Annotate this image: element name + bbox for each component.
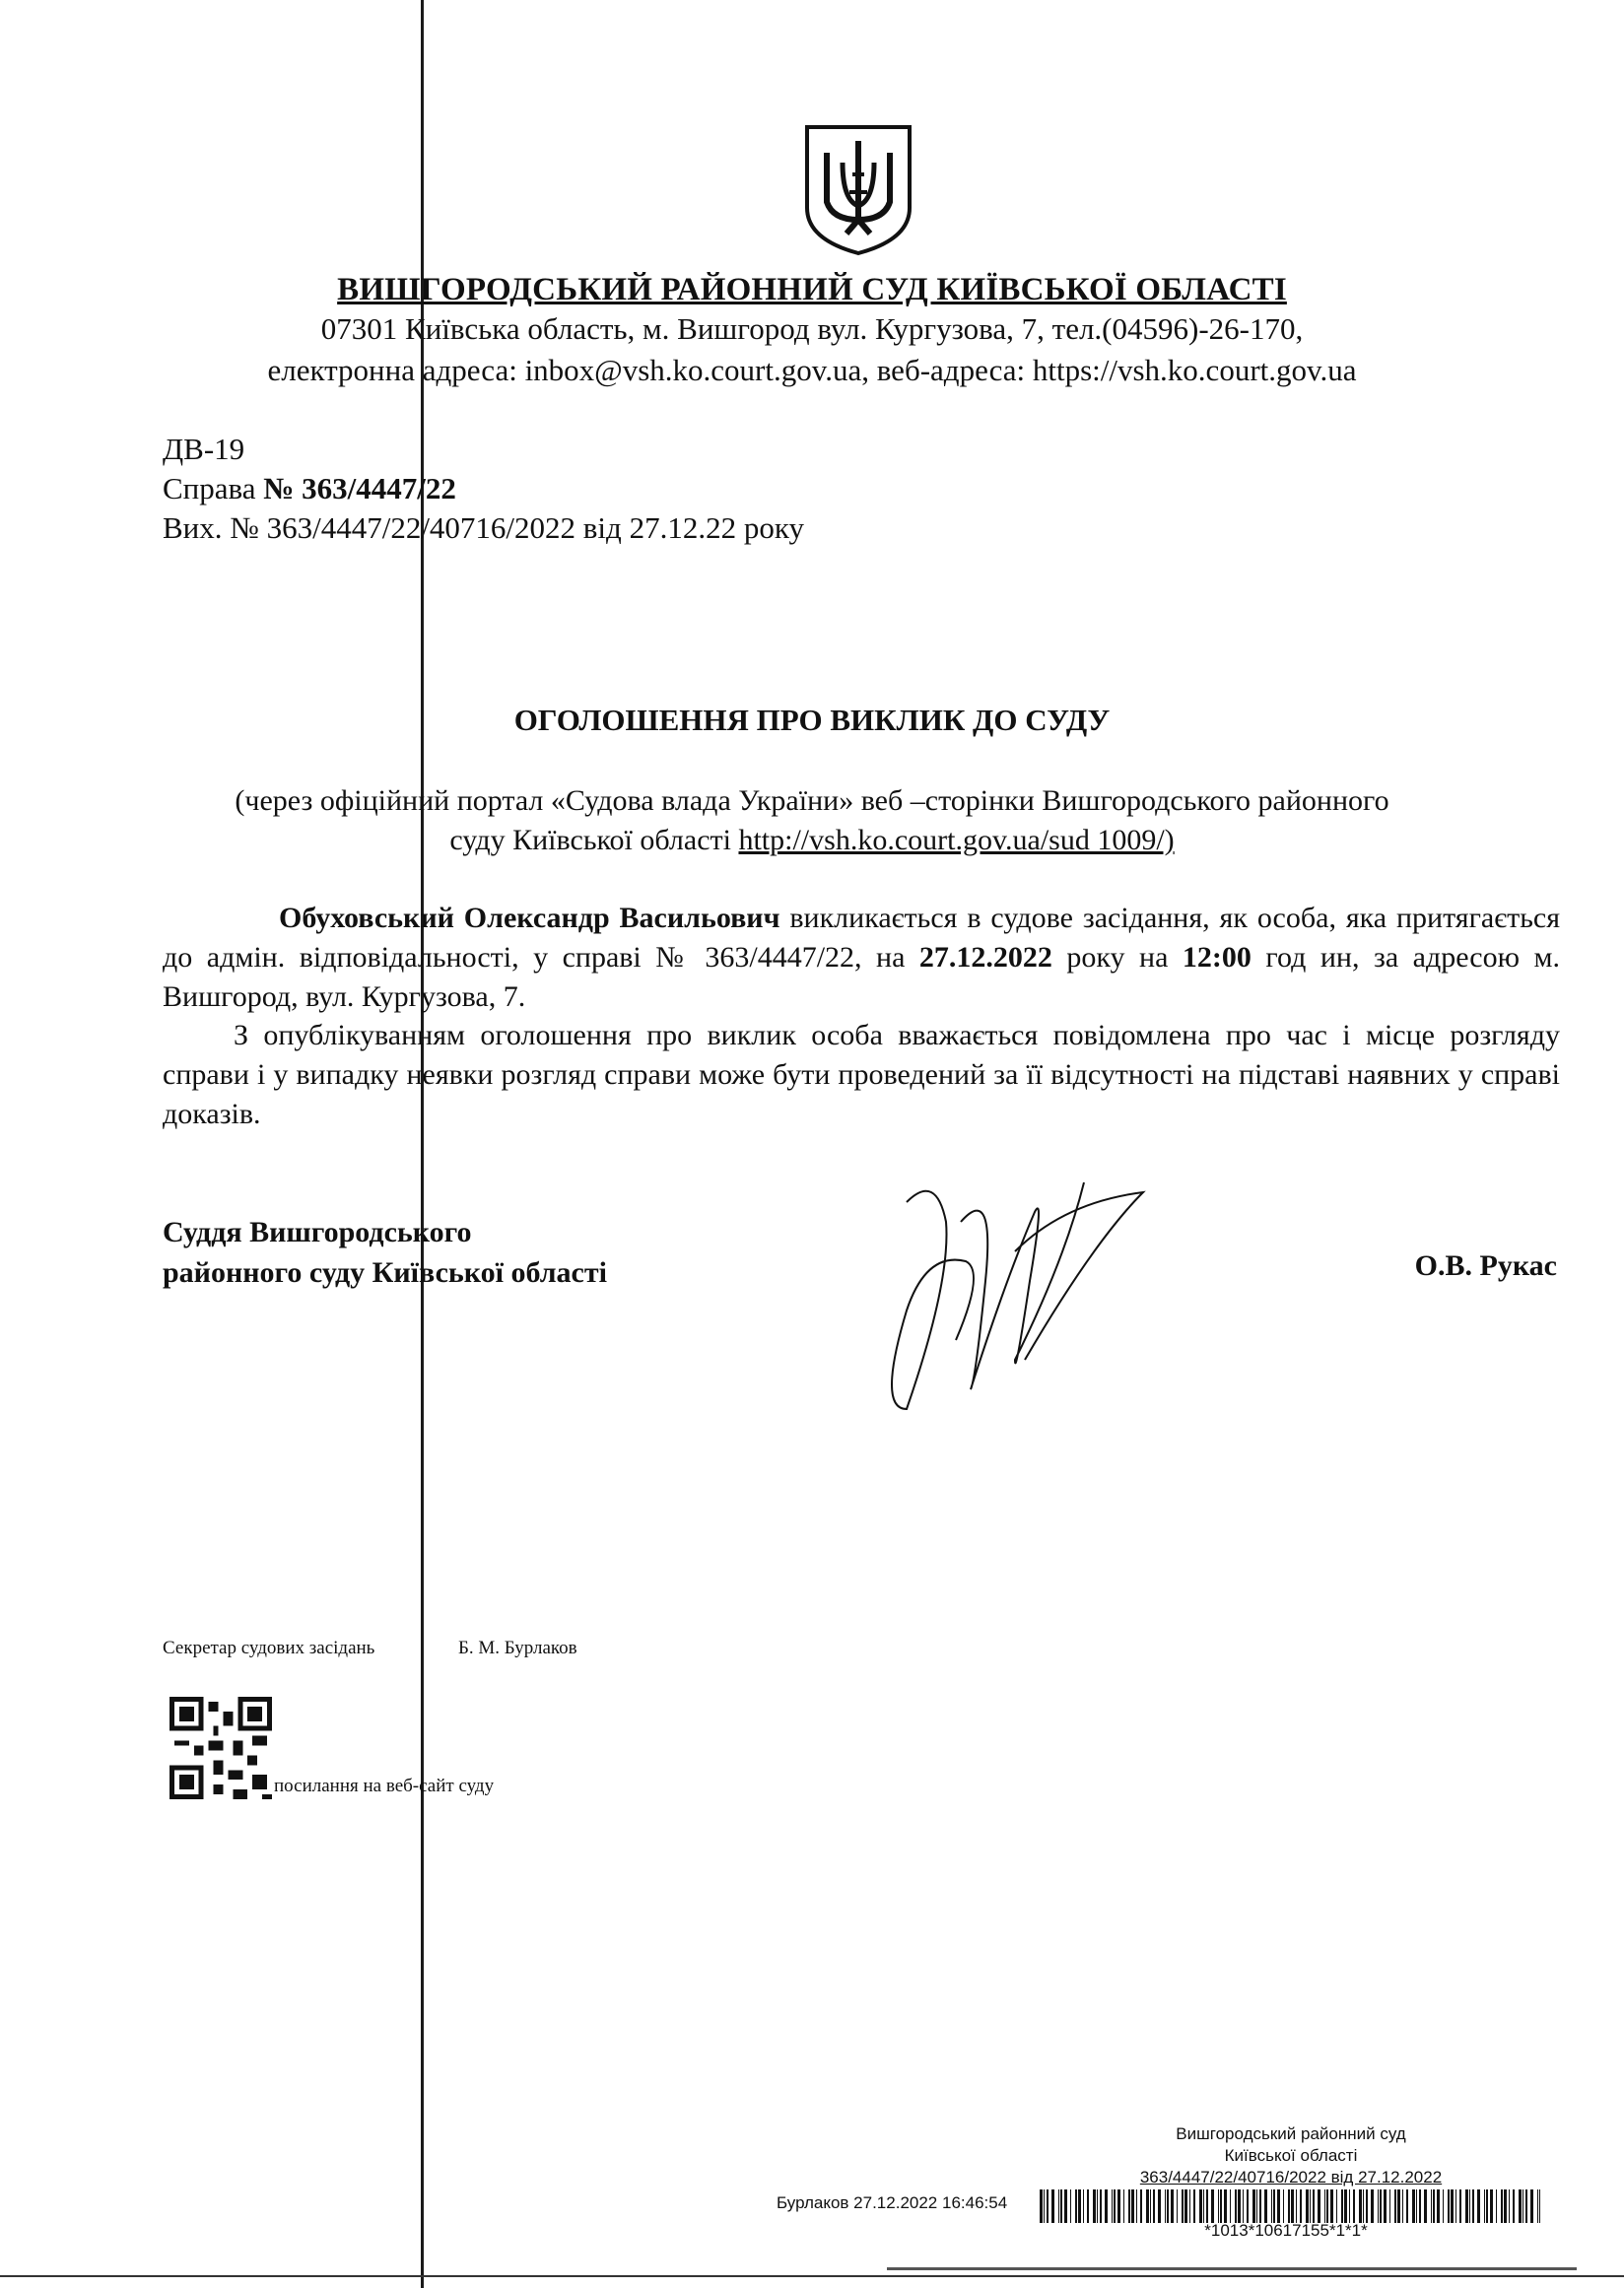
barcode-bar xyxy=(1394,2189,1396,2223)
barcode-bar xyxy=(1288,2189,1290,2223)
barcode-bar xyxy=(1459,2189,1461,2223)
barcode-bar xyxy=(1277,2189,1280,2223)
notice-subtitle-2 xyxy=(0,824,1624,857)
barcode-bar xyxy=(1519,2189,1522,2223)
secretary-label: Секретар судових засідань xyxy=(163,1638,375,1658)
barcode-bar xyxy=(1070,2189,1071,2223)
barcode-bar xyxy=(1051,2189,1054,2223)
barcode-bar xyxy=(1078,2189,1081,2223)
barcode-bar xyxy=(1040,2189,1043,2223)
barcode-bar xyxy=(1363,2189,1364,2223)
barcode-bar xyxy=(1058,2189,1059,2223)
handwritten-signature xyxy=(867,1163,1163,1429)
barcode-bar xyxy=(1093,2189,1096,2223)
barcode-bar xyxy=(1406,2189,1408,2223)
secretary-name: Б. М. Бурлаков xyxy=(458,1638,577,1658)
barcode-bar xyxy=(1158,2189,1161,2223)
subtitle-prefix: суду Київської області xyxy=(449,824,739,856)
barcode-bar xyxy=(1486,2189,1488,2223)
barcode-bar xyxy=(1509,2189,1510,2223)
barcode-bar xyxy=(1044,2189,1045,2223)
barcode-bar xyxy=(1206,2189,1208,2223)
notice-title: ОГОЛОШЕННЯ ПРО ВИКЛИК ДО СУДУ xyxy=(513,703,1111,737)
summons-text-b: року на xyxy=(1051,941,1183,974)
court-page-link[interactable]: http://vsh.ko.court.gov.ua/sud 1009/) xyxy=(738,824,1175,856)
barcode-bar xyxy=(1291,2189,1294,2223)
case-label: Справа xyxy=(163,471,256,505)
barcode-bar xyxy=(1389,2189,1390,2223)
barcode-bar xyxy=(1306,2189,1309,2223)
barcode-bar xyxy=(1075,2189,1077,2223)
barcode-bar xyxy=(1123,2189,1124,2223)
barcode-bar xyxy=(1047,2189,1049,2223)
barcode-bar xyxy=(1349,2189,1350,2223)
barcode-bar xyxy=(1247,2189,1249,2223)
stamp-court: Вишгородський районний суд xyxy=(1176,2124,1406,2143)
barcode-bar xyxy=(1326,2189,1328,2223)
barcode-bar xyxy=(1264,2189,1267,2223)
barcode-bar xyxy=(1443,2189,1444,2223)
stamp-reg-number: 363/4447/22/40716/2022 від 27.12.2022 xyxy=(1139,2168,1443,2187)
barcode-bar xyxy=(1472,2189,1474,2223)
barcode-bar xyxy=(1230,2189,1231,2223)
barcode-bar xyxy=(1525,2189,1527,2223)
qr-caption: посилання на веб-сайт суду xyxy=(274,1776,495,1796)
barcode-bar xyxy=(1177,2189,1178,2223)
barcode-bar xyxy=(1271,2189,1272,2223)
barcode-bar xyxy=(1433,2189,1435,2223)
barcode-bar xyxy=(1431,2189,1432,2223)
barcode-bar xyxy=(1353,2189,1355,2223)
hearing-time: 12:00 xyxy=(1182,941,1252,974)
barcode-bar xyxy=(1490,2189,1493,2223)
barcode-bar xyxy=(1300,2189,1302,2223)
barcode-bar xyxy=(1330,2189,1333,2223)
barcode-bar xyxy=(1496,2189,1497,2223)
barcode-bar xyxy=(1256,2189,1257,2223)
registration-stamp xyxy=(1104,2123,1478,2188)
barcode-bar xyxy=(1296,2189,1297,2223)
barcode-bar xyxy=(1083,2189,1084,2223)
barcode-bar xyxy=(1465,2189,1468,2223)
barcode-bar xyxy=(1252,2189,1255,2223)
barcode-bar xyxy=(1366,2189,1368,2223)
barcode-bar xyxy=(1259,2189,1261,2223)
barcode-bar xyxy=(1451,2189,1454,2223)
barcode-bar xyxy=(1193,2189,1195,2223)
barcode-bar xyxy=(1477,2189,1480,2223)
summons-text-a: викликається в судове засідання, як особа, яка притягається до адмін. відповідальності, у справі № 363/4447/22, на xyxy=(163,902,1560,974)
judge-title-2: районного суду Київської області xyxy=(163,1256,607,1289)
barcode-bar xyxy=(1397,2189,1400,2223)
barcode-bar xyxy=(1097,2189,1098,2223)
barcode-bar xyxy=(1539,2189,1540,2223)
barcode-bar xyxy=(1128,2189,1130,2223)
barcode-number: *1013*10617155*1*1* xyxy=(1204,2221,1368,2240)
barcode-bar xyxy=(1243,2189,1244,2223)
barcode-bar xyxy=(1117,2189,1120,2223)
barcode-bar xyxy=(1238,2189,1241,2223)
barcode-bar xyxy=(1324,2189,1325,2223)
stamp-region: Київської області xyxy=(1224,2146,1358,2165)
judge-title-1: Суддя Вишгородського xyxy=(163,1216,472,1248)
barcode-bar xyxy=(1105,2189,1108,2223)
person-name: Обуховський Олександр Васильович xyxy=(279,902,780,934)
barcode-bar xyxy=(1283,2189,1284,2223)
scan-noise-bottom xyxy=(0,2261,1624,2288)
barcode-bar xyxy=(1131,2189,1134,2223)
barcode-bar xyxy=(1522,2189,1523,2223)
barcode-bar xyxy=(1184,2189,1187,2223)
barcode-bar xyxy=(1419,2189,1421,2223)
barcode-bar xyxy=(1336,2189,1337,2223)
outgoing-number: Вих. № 363/4447/22/40716/2022 від 27.12.22 року xyxy=(163,510,804,545)
barcode-bar xyxy=(1235,2189,1237,2223)
barcode-bar xyxy=(1310,2189,1311,2223)
barcode-bar xyxy=(1150,2189,1151,2223)
barcode-bar xyxy=(1165,2189,1166,2223)
barcode-bar xyxy=(1136,2189,1137,2223)
barcode-bar xyxy=(1416,2189,1417,2223)
summons-text-c: год ин, за адресою м. Вишгород, вул. Кургузова, 7. xyxy=(163,941,1560,1013)
barcode-bar xyxy=(1384,2189,1387,2223)
case-number: № 363/4447/22 xyxy=(263,471,456,505)
notice-effect-paragraph: З опублікуванням оголошення про виклик особа вважається повідомлена про час і місце розгляду справи і у випадку неявки розгляд справи може бути проведений за її відсутності на підставі наявних у справі доказів. xyxy=(163,1019,1560,1130)
barcode-bar xyxy=(1437,2189,1440,2223)
barcode-bar xyxy=(1448,2189,1450,2223)
summons-paragraph xyxy=(163,899,1560,1017)
case-number-line xyxy=(163,471,456,506)
barcode-bar xyxy=(1313,2189,1315,2223)
barcode-bar xyxy=(1199,2189,1202,2223)
barcode-bar xyxy=(1100,2189,1102,2223)
barcode-bar xyxy=(1455,2189,1456,2223)
notice-subtitle-1: (через офіційний портал «Судова влада України» веб –сторінки Вишгородського районного xyxy=(235,784,1389,817)
barcode-bar xyxy=(1402,2189,1403,2223)
barcode-bar xyxy=(1504,2189,1507,2223)
barcode-bar xyxy=(1469,2189,1470,2223)
barcode-bar xyxy=(1484,2189,1485,2223)
barcode-bar xyxy=(1171,2189,1174,2223)
barcode-bar xyxy=(1424,2189,1427,2223)
court-contacts: електронна адреса: inbox@vsh.ko.court.gov.ua, веб-адреса: https://vsh.ko.court.gov.ua xyxy=(267,353,1357,387)
barcode-bar xyxy=(1211,2189,1214,2223)
form-code: ДВ-19 xyxy=(163,432,245,466)
barcode-bar xyxy=(1146,2189,1149,2223)
barcode-bar xyxy=(1501,2189,1503,2223)
barcode-bar xyxy=(1189,2189,1190,2223)
signed-by-stamp: Бурлаков 27.12.2022 16:46:54 xyxy=(777,2193,1008,2212)
barcode-bar xyxy=(1378,2189,1379,2223)
barcode-bar xyxy=(1220,2189,1222,2223)
barcode-bar xyxy=(1537,2189,1538,2223)
barcode-bar xyxy=(1371,2189,1374,2223)
barcode-bar xyxy=(1182,2189,1184,2223)
barcode-bar xyxy=(1224,2189,1227,2223)
judge-name: О.В. Рукас xyxy=(1414,1249,1557,1282)
barcode-bar xyxy=(1087,2189,1089,2223)
barcode xyxy=(1040,2189,1540,2223)
barcode-bar xyxy=(1380,2189,1382,2223)
barcode-bar xyxy=(1530,2189,1533,2223)
barcode-bar xyxy=(1412,2189,1415,2223)
barcode-bar xyxy=(1167,2189,1169,2223)
barcode-bar xyxy=(1344,2189,1347,2223)
barcode-bar xyxy=(1153,2189,1155,2223)
qr-code-icon[interactable] xyxy=(169,1697,272,1799)
barcode-bar xyxy=(1273,2189,1275,2223)
barcode-bar xyxy=(1341,2189,1343,2223)
barcode-bar xyxy=(1114,2189,1116,2223)
court-address: 07301 Київська область, м. Вишгород вул. Кургузова, 7, тел.(04596)-26-170, xyxy=(320,311,1304,346)
barcode-bar xyxy=(1513,2189,1515,2223)
barcode-bar xyxy=(1112,2189,1113,2223)
coat-of-arms-icon xyxy=(803,123,914,256)
barcode-bar xyxy=(1060,2189,1062,2223)
barcode-bar xyxy=(1140,2189,1142,2223)
barcode-bar xyxy=(1203,2189,1204,2223)
hearing-date: 27.12.2022 xyxy=(918,941,1052,974)
barcode-bar xyxy=(1318,2189,1320,2223)
barcode-bar xyxy=(1359,2189,1362,2223)
barcode-bar xyxy=(1064,2189,1067,2223)
court-name: ВИШГОРОДСЬКИЙ РАЙОННИЙ СУД КИЇВСЬКОЇ ОБЛАСТІ xyxy=(337,272,1287,307)
barcode-bar xyxy=(1218,2189,1219,2223)
